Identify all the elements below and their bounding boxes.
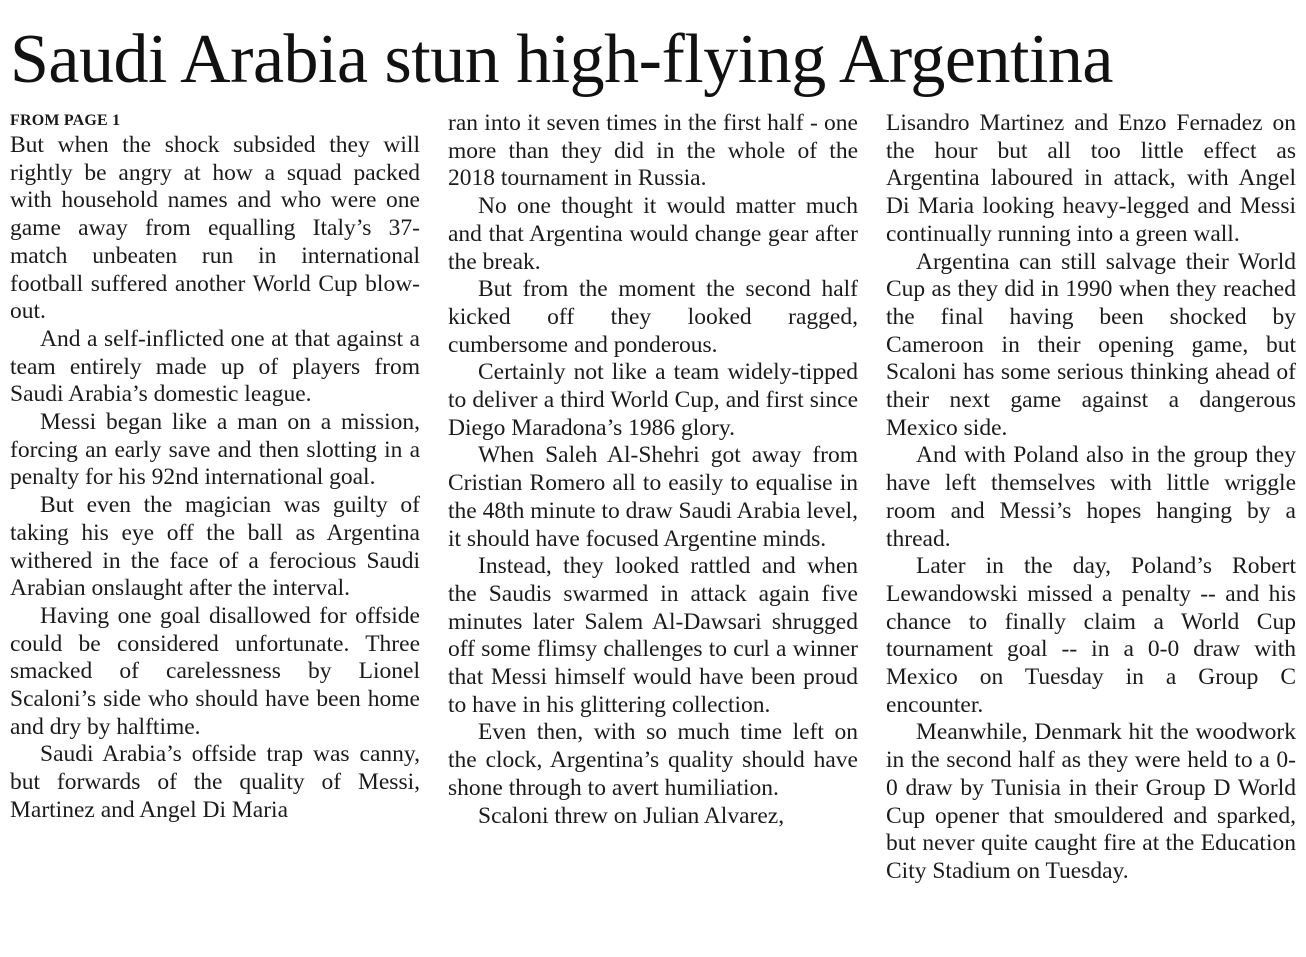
paragraph: But when the shock subsided they will rightly be angry at how a squad packed with household names and who were one game away from equalling Italy’s 37-match unbeaten run in international football suffered another World Cup blow-out.	[10, 132, 420, 325]
paragraph: No one thought it would matter much and that Argentina would change gear after the break.	[448, 193, 858, 275]
paragraph: Meanwhile, Denmark hit the woodwork in the second half as they were held to a 0-0 draw by Tunisia in their Group D World Cup opener that smouldered and sparked, but never quite caught fire at the Education City Stadium on Tuesday.	[886, 719, 1296, 884]
paragraph: Certainly not like a team widely-tipped to deliver a third World Cup, and first since Diego Maradona’s 1986 glory.	[448, 359, 858, 441]
paragraph: Later in the day, Poland’s Robert Lewandowski missed a penalty -- and his chance to finally claim a World Cup tournament goal -- in a 0-0 draw with Mexico on Tuesday in a Group C encounter.	[886, 553, 1296, 718]
article-column-1	[10, 110, 420, 825]
paragraph: Lisandro Martinez and Enzo Fernadez on the hour but all too little effect as Argentina laboured in attack, with Angel Di Maria looking heavy-legged and Messi continually running into a green wall.	[886, 110, 1296, 247]
continued-from-label: FROM PAGE 1	[10, 112, 121, 129]
headline: Saudi Arabia stun high-flying Argentina	[10, 21, 1113, 98]
paragraph: Instead, they looked rattled and when the Saudis swarmed in attack again five minutes later Salem Al-Dawsari shrugged off some flimsy challenges to curl a winner that Messi himself would have been proud to have in his glittering collection.	[448, 553, 858, 718]
paragraph: Argentina can still salvage their World Cup as they did in 1990 when they reached the final having been shocked by Cameroon in their opening game, but Scaloni has some serious thinking ahead of their next game against a dangerous Mexico side.	[886, 248, 1296, 441]
paragraph: Even then, with so much time left on the clock, Argentina’s quality should have shone through to avert humiliation.	[448, 719, 858, 801]
article-column-3	[886, 110, 1296, 886]
paragraph: But from the moment the second half kicked off they looked ragged, cumbersome and ponderous.	[448, 276, 858, 358]
paragraph: When Saleh Al-Shehri got away from Cristian Romero all to easily to equalise in the 48th minute to draw Saudi Arabia level, it should have focused Argentine minds.	[448, 442, 858, 552]
paragraph: Messi began like a man on a mission, forcing an early save and then slotting in a penalty for his 92nd international goal.	[10, 409, 420, 491]
article-column-2	[448, 110, 858, 830]
paragraph: Having one goal disallowed for offside could be considered unfortunate. Three smacked of carelessness by Lionel Scaloni’s side who should have been home and dry by halftime.	[10, 602, 420, 740]
paragraph: And a self-inflicted one at that against a team entirely made up of players from Saudi Arabia’s domestic league.	[10, 325, 420, 408]
paragraph: And with Poland also in the group they have left themselves with little wriggle room and Messi’s hopes hanging by a thread.	[886, 442, 1296, 552]
paragraph: Scaloni threw on Julian Alvarez,	[478, 802, 785, 829]
paragraph: ran into it seven times in the first half - one more than they did in the whole of the 2018 tournament in Russia.	[448, 110, 858, 192]
paragraph: But even the magician was guilty of taking his eye off the ball as Argentina withered in the face of a ferocious Saudi Arabian onslaught after the interval.	[10, 492, 420, 602]
paragraph: Saudi Arabia’s offside trap was canny, but forwards of the quality of Messi, Martinez and Angel Di Maria	[10, 741, 420, 823]
